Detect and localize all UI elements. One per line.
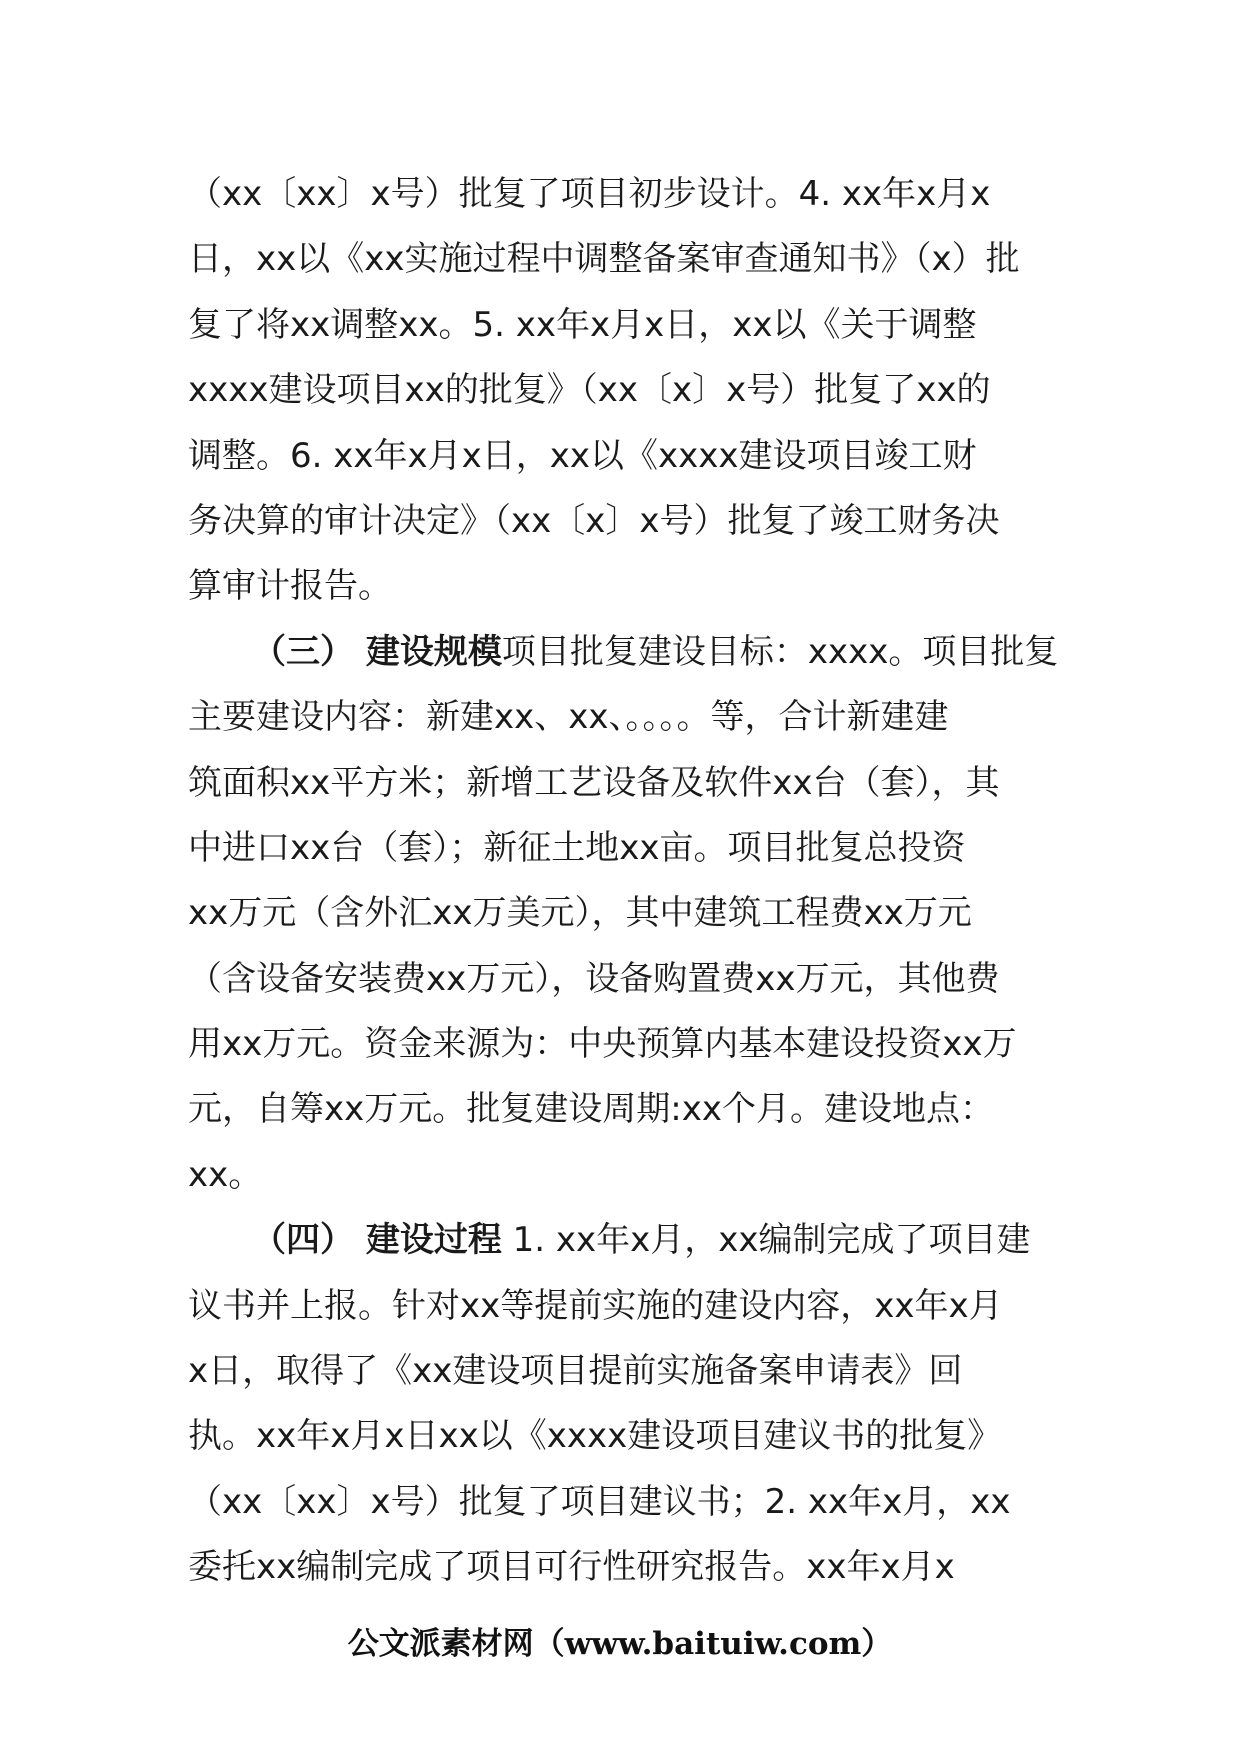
- section-3-heading: （三） 建设规模: [252, 631, 502, 672]
- text-line: （xx〔xx〕x号）批复了项目建议书；2. xx年x月，xx: [188, 1481, 1011, 1522]
- text-line: xx。: [188, 1154, 263, 1195]
- section-4-heading: （四） 建设过程: [252, 1220, 502, 1261]
- text-line: （xx〔xx〕x号）批复了项目初步设计。4. xx年x月x: [188, 174, 991, 214]
- section-3-text: 项目批复建设目标：xxxx。项目批复: [501, 631, 1059, 672]
- text-line: xxxx建设项目xx的批复》（xx〔x〕x号）批复了xx的: [188, 370, 991, 411]
- text-line: 筑面积xx平方米；新增工艺设备及软件xx台（套），其: [188, 762, 1000, 803]
- text-line: 务决算的审计决定》（xx〔x〕x号）批复了竣工财务决: [188, 500, 1000, 541]
- text-line: 中进口xx台（套）；新征土地xx亩。项目批复总投资: [188, 827, 966, 868]
- text-line: 议书并上报。针对xx等提前实施的建设内容，xx年x月: [188, 1285, 1003, 1326]
- section-4-first-line: [188, 1208, 1068, 1273]
- text-line: xx万元（含外汇xx万美元），其中建筑工程费xx万元: [188, 893, 972, 934]
- text-line: 调整。6. xx年x月x日，xx以《xxxx建设项目竣工财: [188, 435, 977, 476]
- section-3-first-line: [188, 620, 1068, 685]
- text-line: 主要建设内容：新建xx、xx、。。。。等，合计新建建: [188, 697, 949, 738]
- text-line: 复了将xx调整xx。5. xx年x月x日，xx以《关于调整: [188, 304, 977, 345]
- text-line: 执。xx年x月x日xx以《xxxx建设项目建议书的批复》: [188, 1416, 1002, 1457]
- text-line: 用xx万元。资金来源为：中央预算内基本建设投资xx万: [188, 1024, 1017, 1065]
- text-line: 算审计报告。: [188, 566, 392, 607]
- document-body: [188, 162, 1068, 1601]
- footer-watermark: 公文派素材网（www.baituiw.com）: [347, 1626, 893, 1662]
- text-line: 元，自筹xx万元。批复建设周期:xx个月。建设地点：: [188, 1089, 994, 1130]
- text-line: 委托xx编制完成了项目可行性研究报告。xx年x月x: [188, 1547, 955, 1588]
- text-line: （含设备安装费xx万元），设备购置费xx万元，其他费: [188, 958, 1000, 999]
- text-line: x日，取得了《xx建设项目提前实施备案申请表》回: [188, 1351, 963, 1392]
- text-line: 日，xx以《xx实施过程中调整备案审查通知书》（x）批: [188, 239, 1020, 280]
- section-4-text: 1. xx年x月，xx编制完成了项目建: [501, 1220, 1031, 1261]
